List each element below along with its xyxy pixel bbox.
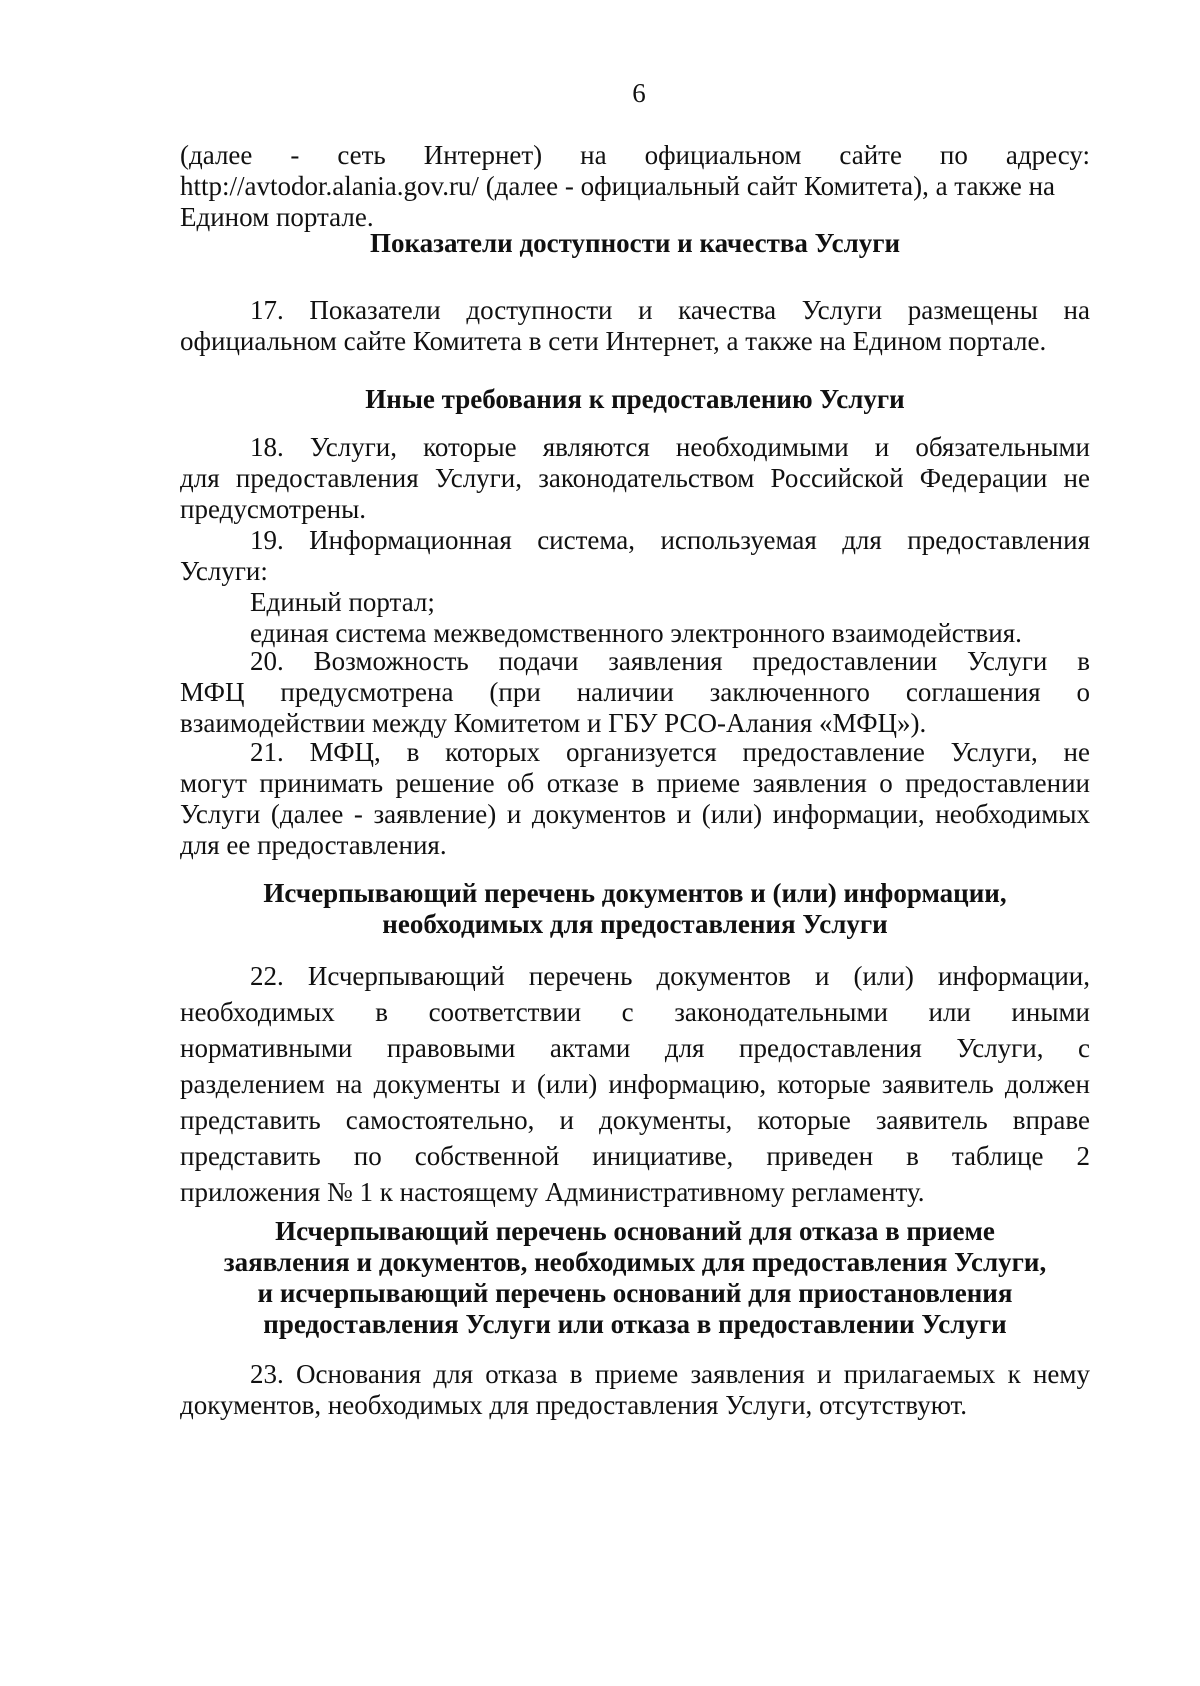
heading-line: Показатели доступности и качества Услуги bbox=[369, 228, 901, 258]
heading-line-3: и исчерпывающий перечень оснований для приостановления bbox=[257, 1278, 1013, 1308]
section-heading-accessibility bbox=[180, 228, 1090, 259]
intro-line-3: Едином портале. bbox=[180, 202, 374, 232]
paragraph-18-line-3: предусмотрены. bbox=[180, 494, 366, 524]
heading-line-2: заявления и документов, необходимых для предоставления Услуги, bbox=[223, 1247, 1047, 1277]
paragraph-21-line-4: для ее предоставления. bbox=[180, 830, 447, 860]
heading-line-2: необходимых для предоставления Услуги bbox=[382, 909, 888, 939]
heading-line-1: Исчерпывающий перечень документов и (или) информации, bbox=[263, 878, 1007, 908]
heading-line: Иные требования к предоставлению Услуги bbox=[365, 384, 905, 414]
paragraph-22-line-2: необходимых в соответствии с законодательными или иными bbox=[180, 997, 1090, 1027]
paragraph-19-line-4: единая система межведомственного электронного взаимодействия. bbox=[250, 618, 1022, 648]
page-number: 6 bbox=[632, 78, 646, 108]
paragraph-21-line-3: Услуги (далее - заявление) и документов и (или) информации, необходимых bbox=[180, 799, 1090, 829]
paragraph-22-line-3: нормативными правовыми актами для предоставления Услуги, с bbox=[180, 1033, 1090, 1063]
paragraph-21-line-2: могут принимать решение об отказе в приеме заявления о предоставлении bbox=[180, 768, 1090, 798]
paragraph-22-line-4: разделением на документы и (или) информацию, которые заявитель должен bbox=[180, 1069, 1090, 1099]
heading-line-4: предоставления Услуги или отказа в предоставлении Услуги bbox=[263, 1309, 1007, 1339]
intro-line-1: (далее - сеть Интернет) на официальном сайте по адресу: bbox=[180, 140, 1090, 170]
paragraph-17 bbox=[180, 295, 1090, 357]
paragraph-18-line-1: 18. Услуги, которые являются необходимыми и обязательными bbox=[250, 432, 1090, 462]
paragraph-21 bbox=[180, 737, 1090, 861]
paragraph-17-line-1: 17. Показатели доступности и качества Услуги размещены на bbox=[250, 295, 1090, 325]
paragraph-22-line-6: представить по собственной инициативе, приведен в таблице 2 bbox=[180, 1141, 1090, 1171]
paragraph-19-line-1: 19. Информационная система, используемая для предоставления bbox=[250, 525, 1090, 555]
paragraph-18-line-2: для предоставления Услуги, законодательством Российской Федерации не bbox=[180, 463, 1090, 493]
paragraph-20-line-2: МФЦ предусмотрена (при наличии заключенного соглашения о bbox=[180, 677, 1090, 707]
paragraph-20-line-3: взаимодействии между Комитетом и ГБУ РСО-Алания «МФЦ»). bbox=[180, 708, 927, 738]
intro-paragraph bbox=[180, 140, 1090, 233]
paragraph-22-line-1: 22. Исчерпывающий перечень документов и (или) информации, bbox=[250, 961, 1090, 991]
section-heading-documents-list bbox=[180, 878, 1090, 940]
paragraph-20-line-1: 20. Возможность подачи заявления предоставлении Услуги в bbox=[250, 646, 1090, 676]
paragraph-23 bbox=[180, 1359, 1090, 1421]
paragraph-22 bbox=[180, 958, 1090, 1210]
paragraph-19 bbox=[180, 525, 1090, 649]
section-heading-other-requirements bbox=[180, 384, 1090, 415]
paragraph-23-line-2: документов, необходимых для предоставления Услуги, отсутствуют. bbox=[180, 1390, 968, 1420]
paragraph-23-line-1: 23. Основания для отказа в приеме заявления и прилагаемых к нему bbox=[250, 1359, 1090, 1389]
paragraph-18 bbox=[180, 432, 1090, 525]
heading-line-1: Исчерпывающий перечень оснований для отказа в приеме bbox=[275, 1216, 995, 1246]
intro-line-2: http://avtodor.alania.gov.ru/ (далее - официальный сайт Комитета), а также на bbox=[180, 171, 1056, 201]
section-heading-refusal-grounds bbox=[180, 1216, 1090, 1340]
paragraph-19-line-3: Единый портал; bbox=[250, 587, 435, 617]
paragraph-19-line-2: Услуги: bbox=[180, 556, 268, 586]
paragraph-17-line-2: официальном сайте Комитета в сети Интернет, а также на Едином портале. bbox=[180, 326, 1047, 356]
paragraph-22-line-7: приложения № 1 к настоящему Административному регламенту. bbox=[180, 1177, 925, 1207]
paragraph-21-line-1: 21. МФЦ, в которых организуется предоставление Услуги, не bbox=[250, 737, 1090, 767]
paragraph-22-line-5: представить самостоятельно, и документы, которые заявитель вправе bbox=[180, 1105, 1090, 1135]
paragraph-20 bbox=[180, 646, 1090, 739]
